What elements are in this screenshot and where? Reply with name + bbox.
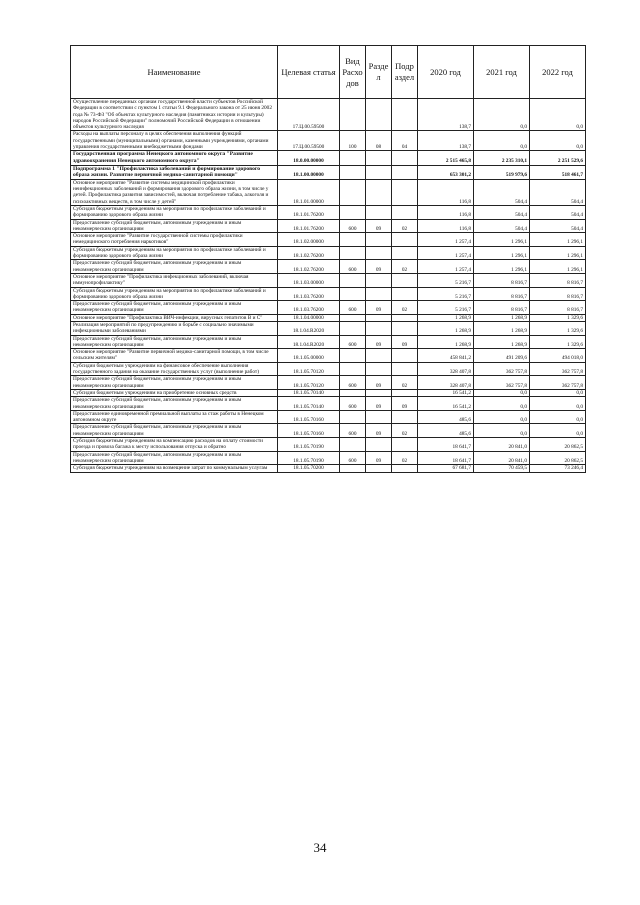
cell-name: Субсидия бюджетным учреждениям на возмещение затрат по коммунальным услугам — [71, 465, 278, 472]
cell-2021: 2 235 310,1 — [474, 151, 530, 165]
table-row — [71, 165, 586, 179]
cell-type: 600 — [340, 376, 366, 390]
cell-2021: 1 296,1 — [474, 260, 530, 274]
cell-subsection — [392, 151, 418, 165]
cell-2020: 116,8 — [418, 219, 474, 233]
cell-2020: 16 541,2 — [418, 397, 474, 411]
cell-type — [340, 233, 366, 247]
cell-type — [340, 465, 366, 472]
cell-2020: 1 268,9 — [418, 314, 474, 321]
cell-section: 09 — [366, 424, 392, 438]
cell-2020: 16 541,2 — [418, 389, 474, 396]
cell-subsection — [392, 410, 418, 424]
cell-type — [340, 273, 366, 287]
cell-section — [366, 273, 392, 287]
cell-2020: 5 216,7 — [418, 273, 474, 287]
cell-2020: 67 681,7 — [418, 465, 474, 472]
table-row — [71, 451, 586, 465]
cell-target: 18.1.04.00000 — [278, 314, 340, 321]
cell-subsection — [392, 465, 418, 472]
cell-section — [366, 246, 392, 260]
cell-subsection: 09 — [392, 335, 418, 349]
cell-target: 18.1.05.70200 — [278, 465, 340, 472]
cell-2022: 1 329,6 — [530, 314, 586, 321]
cell-2020: 653 301,2 — [418, 165, 474, 179]
cell-section: 09 — [366, 260, 392, 274]
cell-section — [366, 438, 392, 452]
cell-2022: 20 862,5 — [530, 438, 586, 452]
cell-subsection — [392, 287, 418, 301]
cell-name: Предоставление субсидий бюджетным, автономным учреждениям и иным некоммерческим организациям — [71, 219, 278, 233]
cell-2021: 0,0 — [474, 131, 530, 151]
cell-type: 600 — [340, 451, 366, 465]
cell-target: 18.1.01.00000 — [278, 179, 340, 205]
cell-name: Расходы на выплаты персоналу в целях обеспечения выполнения функций государственными (муниципальными) органами, казенными учреждениями, органами управления государственными внебюджетными фондами — [71, 131, 278, 151]
cell-name: Подпрограмма 1 "Профилактика заболеваний и формирование здорового образа жизни. Развитие первичной медико-санитарной помощи" — [71, 165, 278, 179]
cell-2021: 0,0 — [474, 410, 530, 424]
cell-2022: 0,0 — [530, 99, 586, 131]
cell-2021: 504,4 — [474, 205, 530, 219]
cell-2021: 8 816,7 — [474, 301, 530, 315]
cell-type — [340, 246, 366, 260]
cell-2020: 116,8 — [418, 179, 474, 205]
cell-2020: 5 216,7 — [418, 301, 474, 315]
cell-section: 09 — [366, 219, 392, 233]
cell-2021: 0,0 — [474, 424, 530, 438]
table-row — [71, 260, 586, 274]
table-row — [71, 287, 586, 301]
cell-target: 18.1.03.00000 — [278, 273, 340, 287]
cell-section — [366, 389, 392, 396]
cell-2021: 0,0 — [474, 389, 530, 396]
budget-table-sheet — [70, 45, 585, 473]
cell-2020: 1 257,4 — [418, 260, 474, 274]
cell-target: 18.1.01.76200 — [278, 219, 340, 233]
cell-type — [340, 410, 366, 424]
cell-2020: 1 268,9 — [418, 335, 474, 349]
cell-2022: 0,0 — [530, 397, 586, 411]
budget-table — [70, 45, 586, 473]
cell-2022: 504,4 — [530, 205, 586, 219]
page-number: 34 — [313, 840, 327, 855]
cell-subsection — [392, 246, 418, 260]
cell-2021: 20 841,0 — [474, 438, 530, 452]
cell-name: Субсидия бюджетным учреждениям на мероприятия по профилактике заболеваний и формированию здорового образа жизни — [71, 287, 278, 301]
cell-section: 09 — [366, 301, 392, 315]
cell-2021: 1 268,9 — [474, 321, 530, 335]
cell-2022: 362 757,8 — [530, 376, 586, 390]
table-row — [71, 438, 586, 452]
cell-section — [366, 362, 392, 376]
cell-target: 18.1.05.70190 — [278, 438, 340, 452]
cell-2021: 1 296,1 — [474, 246, 530, 260]
cell-subsection — [392, 438, 418, 452]
cell-type — [340, 205, 366, 219]
cell-name: Основное мероприятие "Профилактика инфекционных заболеваний, включая иммунопрофилактику" — [71, 273, 278, 287]
cell-name: Субсидии бюджетным учреждениям на финансовое обеспечение выполнения государственного задания на оказание государственных услуг (выполнение работ) — [71, 362, 278, 376]
cell-type — [340, 165, 366, 179]
cell-subsection — [392, 179, 418, 205]
cell-target: 18.0.00.00000 — [278, 151, 340, 165]
cell-target: 17.Ц.00.59500 — [278, 99, 340, 131]
table-row — [71, 131, 586, 151]
header-row — [71, 46, 586, 99]
cell-type — [340, 99, 366, 131]
cell-2020: 1 257,4 — [418, 233, 474, 247]
cell-2022: 8 816,7 — [530, 301, 586, 315]
cell-2021: 1 268,9 — [474, 335, 530, 349]
cell-target: 18.1.02.00000 — [278, 233, 340, 247]
cell-name: Субсидия бюджетным учреждениям на мероприятия по профилактике заболеваний и формированию здорового образа жизни — [71, 205, 278, 219]
cell-2022: 1 296,1 — [530, 246, 586, 260]
cell-type — [340, 362, 366, 376]
cell-2020: 485,6 — [418, 424, 474, 438]
cell-2022: 1 296,1 — [530, 260, 586, 274]
cell-type — [340, 287, 366, 301]
cell-2020: 458 841,2 — [418, 349, 474, 363]
cell-target: 18.1.05.70190 — [278, 451, 340, 465]
cell-section — [366, 99, 392, 131]
cell-name: Основное мероприятие "Профилактика ВИЧ-инфекции, вирусных гепатитов В и С" — [71, 314, 278, 321]
table-row — [71, 99, 586, 131]
cell-subsection — [392, 321, 418, 335]
cell-type — [340, 349, 366, 363]
cell-section — [366, 151, 392, 165]
cell-name: Предоставление субсидий бюджетным, автономным учреждениям и иным некоммерческим организациям — [71, 260, 278, 274]
table-row — [71, 349, 586, 363]
cell-subsection — [392, 273, 418, 287]
table-row — [71, 424, 586, 438]
cell-target: 18.1.05.70140 — [278, 397, 340, 411]
cell-2020: 328 407,8 — [418, 376, 474, 390]
cell-2020: 5 216,7 — [418, 287, 474, 301]
table-row — [71, 273, 586, 287]
table-row — [71, 219, 586, 233]
table-row — [71, 246, 586, 260]
cell-section — [366, 465, 392, 472]
cell-subsection: 02 — [392, 424, 418, 438]
table-row — [71, 233, 586, 247]
cell-2022: 0,0 — [530, 424, 586, 438]
cell-name: Государственная программа Ненецкого автономного округа "Развитие здравоохранения Ненецкого автономного округа" — [71, 151, 278, 165]
cell-section — [366, 349, 392, 363]
cell-2020: 138,7 — [418, 99, 474, 131]
cell-2022: 1 296,1 — [530, 233, 586, 247]
cell-name: Предоставление субсидий бюджетным, автономным учреждениям и иным некоммерческим организациям — [71, 376, 278, 390]
cell-type — [340, 179, 366, 205]
cell-name: Основное мероприятие "Развитие первичной медико-санитарной помощи, в том числе сельским жителям" — [71, 349, 278, 363]
cell-type: 600 — [340, 260, 366, 274]
table-row — [71, 314, 586, 321]
cell-2022: 8 816,7 — [530, 287, 586, 301]
cell-type — [340, 314, 366, 321]
cell-type: 600 — [340, 219, 366, 233]
table-row — [71, 410, 586, 424]
cell-section — [366, 165, 392, 179]
header-2020: 2020 год — [418, 46, 474, 99]
cell-2020: 1 257,4 — [418, 246, 474, 260]
header-target: Целевая статья — [278, 46, 340, 99]
cell-subsection — [392, 349, 418, 363]
cell-2022: 0,0 — [530, 410, 586, 424]
cell-type — [340, 321, 366, 335]
cell-2021: 491 209,6 — [474, 349, 530, 363]
cell-2021: 1 296,1 — [474, 233, 530, 247]
cell-2021: 504,4 — [474, 179, 530, 205]
cell-section: 09 — [366, 335, 392, 349]
cell-target: 18.1.04.R2020 — [278, 321, 340, 335]
cell-2020: 18 641,7 — [418, 451, 474, 465]
cell-2020: 485,6 — [418, 410, 474, 424]
cell-2022: 504,4 — [530, 219, 586, 233]
cell-2021: 504,4 — [474, 219, 530, 233]
cell-2020: 1 268,9 — [418, 321, 474, 335]
cell-target: 18.1.05.70160 — [278, 424, 340, 438]
cell-section — [366, 179, 392, 205]
cell-type — [340, 389, 366, 396]
cell-2022: 494 018,0 — [530, 349, 586, 363]
table-row — [71, 362, 586, 376]
cell-target: 18.1.05.70120 — [278, 362, 340, 376]
cell-target: 18.1.02.76200 — [278, 246, 340, 260]
cell-2022: 8 816,7 — [530, 273, 586, 287]
cell-name: Предоставление субсидий бюджетным, автономным учреждениям и иным некоммерческим организациям — [71, 424, 278, 438]
cell-2020: 18 641,7 — [418, 438, 474, 452]
cell-type: 600 — [340, 397, 366, 411]
cell-target: 18.1.04.R2020 — [278, 335, 340, 349]
table-row — [71, 389, 586, 396]
cell-name: Предоставление субсидий бюджетным, автономным учреждениям и иным некоммерческим организациям — [71, 397, 278, 411]
table-row — [71, 376, 586, 390]
cell-section: 09 — [366, 451, 392, 465]
cell-2021: 8 816,7 — [474, 287, 530, 301]
cell-name: Субсидия бюджетным учреждениям на мероприятия по профилактике заболеваний и формированию здорового образа жизни — [71, 246, 278, 260]
cell-name: Предоставление субсидий бюджетным, автономным учреждениям и иным некоммерческим организациям — [71, 301, 278, 315]
table-row — [71, 465, 586, 472]
cell-name: Предоставление субсидий бюджетным, автономным учреждениям и иным некоммерческим организациям — [71, 335, 278, 349]
cell-subsection — [392, 389, 418, 396]
cell-subsection — [392, 362, 418, 376]
cell-2022: 362 757,8 — [530, 362, 586, 376]
cell-2022: 0,0 — [530, 389, 586, 396]
table-row — [71, 397, 586, 411]
cell-subsection: 02 — [392, 376, 418, 390]
header-section: Разде л — [366, 46, 392, 99]
cell-section — [366, 410, 392, 424]
cell-subsection: 02 — [392, 301, 418, 315]
cell-name: Предоставление единовременной премиальной выплаты за стаж работы в Ненецком автономном округе — [71, 410, 278, 424]
cell-name: Основное мероприятие "Развитие государственной системы профилактики немедицинского потребления наркотиков" — [71, 233, 278, 247]
cell-type — [340, 438, 366, 452]
table-row — [71, 335, 586, 349]
cell-2020: 328 407,8 — [418, 362, 474, 376]
table-row — [71, 151, 586, 165]
cell-2022: 1 329,6 — [530, 321, 586, 335]
cell-2021: 0,0 — [474, 397, 530, 411]
cell-target: 17.Ц.00.59500 — [278, 131, 340, 151]
cell-target: 18.1.05.70140 — [278, 389, 340, 396]
cell-section — [366, 314, 392, 321]
table-row — [71, 205, 586, 219]
cell-2021: 8 816,7 — [474, 273, 530, 287]
header-2022: 2022 год — [530, 46, 586, 99]
cell-2021: 0,0 — [474, 99, 530, 131]
cell-section — [366, 205, 392, 219]
cell-type: 600 — [340, 335, 366, 349]
cell-section — [366, 321, 392, 335]
cell-subsection — [392, 99, 418, 131]
cell-target: 18.1.05.70120 — [278, 376, 340, 390]
cell-subsection: 02 — [392, 219, 418, 233]
cell-target: 18.1.05.70160 — [278, 410, 340, 424]
cell-target: 18.1.03.76200 — [278, 301, 340, 315]
cell-subsection — [392, 165, 418, 179]
cell-section — [366, 287, 392, 301]
cell-type: 600 — [340, 424, 366, 438]
cell-2022: 518 461,7 — [530, 165, 586, 179]
cell-subsection: 02 — [392, 260, 418, 274]
cell-section: 08 — [366, 131, 392, 151]
header-name: Наименование — [71, 46, 278, 99]
cell-subsection — [392, 205, 418, 219]
cell-2022: 504,4 — [530, 179, 586, 205]
cell-target: 18.1.05.00000 — [278, 349, 340, 363]
cell-2021: 70 459,5 — [474, 465, 530, 472]
cell-section — [366, 233, 392, 247]
cell-2021: 20 841,0 — [474, 451, 530, 465]
cell-name: Реализация мероприятий по предупреждению и борьбе с социально значимыми инфекционными заболеваниями — [71, 321, 278, 335]
cell-2022: 1 329,6 — [530, 335, 586, 349]
cell-target: 18.1.00.00000 — [278, 165, 340, 179]
cell-target: 18.1.01.76200 — [278, 205, 340, 219]
cell-2022: 2 251 529,6 — [530, 151, 586, 165]
table-row — [71, 321, 586, 335]
cell-name: Субсидия бюджетным учреждениям на компенсацию расходов на оплату стоимости проезда и провоза багажа к месту использования отпуска и обратно — [71, 438, 278, 452]
cell-subsection — [392, 233, 418, 247]
cell-section: 09 — [366, 376, 392, 390]
table-row — [71, 301, 586, 315]
cell-type — [340, 151, 366, 165]
header-2021: 2021 год — [474, 46, 530, 99]
cell-name: Предоставление субсидий бюджетным, автономным учреждениям и иным некоммерческим организациям — [71, 451, 278, 465]
cell-section: 09 — [366, 397, 392, 411]
cell-2022: 73 246,4 — [530, 465, 586, 472]
cell-2021: 362 757,8 — [474, 376, 530, 390]
cell-2020: 116,8 — [418, 205, 474, 219]
cell-name: Осуществление переданных органам государственной власти субъектов Российской Федерации в соответствии с пунктом 1 статьи 9.1 Федерального закона от 25 июня 2002 года № 73-ФЗ "Об объектах культурного наследия (памятниках истории и культуры) народов Российской Федерации" полномочий Российской Федерации в отношении объектов культурного наследия — [71, 99, 278, 131]
cell-2021: 1 268,9 — [474, 314, 530, 321]
cell-subsection — [392, 314, 418, 321]
cell-name: Субсидии бюджетным учреждениям на приобретение основных средств — [71, 389, 278, 396]
cell-subsection: 04 — [392, 131, 418, 151]
cell-subsection: 09 — [392, 397, 418, 411]
cell-type: 600 — [340, 301, 366, 315]
cell-2020: 2 515 465,8 — [418, 151, 474, 165]
header-type: Вид Расхо дов — [340, 46, 366, 99]
cell-2022: 20 862,5 — [530, 451, 586, 465]
cell-target: 18.1.02.76200 — [278, 260, 340, 274]
table-body — [71, 99, 586, 473]
cell-type: 100 — [340, 131, 366, 151]
cell-2022: 0,0 — [530, 131, 586, 151]
cell-target: 18.1.03.76200 — [278, 287, 340, 301]
cell-subsection: 02 — [392, 451, 418, 465]
cell-2021: 362 757,8 — [474, 362, 530, 376]
cell-2021: 519 979,6 — [474, 165, 530, 179]
table-row — [71, 179, 586, 205]
cell-2020: 138,7 — [418, 131, 474, 151]
header-subsection: Подр аздел — [392, 46, 418, 99]
cell-name: Основное мероприятие "Развитие системы медицинской профилактики неинфекционных заболеваний и формирования здорового образа жизни, в том числе у детей. Профилактика развития зависимостей, включая потребление табака, алкоголя и психоактивных веществ, в том числе у детей" — [71, 179, 278, 205]
